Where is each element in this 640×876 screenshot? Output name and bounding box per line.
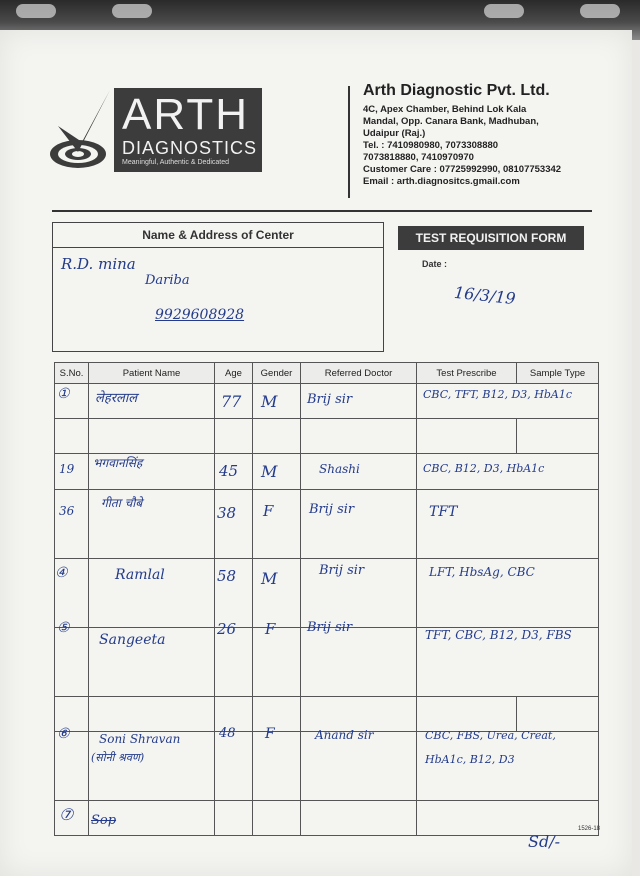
form-code: 1526-18 (578, 826, 601, 832)
signature: Sd/- (528, 832, 560, 851)
address-line: 4C, Apex Chamber, Behind Lok Kala (363, 104, 527, 115)
row-doctor: Brij sir (307, 619, 353, 635)
row-tests: TFT (429, 503, 458, 520)
row-patient-name: Sop (91, 812, 117, 828)
row-gender: F (265, 619, 276, 638)
company-logo (48, 86, 268, 176)
row-patient-name-alt: (सोनी श्रवण) (91, 750, 145, 764)
date-value: 16/3/19 (453, 282, 517, 309)
row-age: 38 (217, 503, 237, 522)
row-patient-name: गीता चौबे (101, 495, 143, 510)
email-line: Email : arth.diagnositcs.gmail.com (363, 176, 520, 187)
header-rule (52, 210, 592, 212)
punch-hole (16, 4, 56, 18)
header-patient-name: Patient Name (89, 363, 215, 384)
company-name: Arth Diagnostic Pvt. Ltd. (363, 82, 550, 99)
row-patient-name: Soni Shravan (99, 731, 181, 746)
address-line: Mandal, Opp. Canara Bank, Madhuban, (363, 116, 539, 127)
patient-table (54, 362, 599, 836)
row-patient-name: Ramlal (115, 566, 165, 583)
row-doctor: Shashi (319, 462, 360, 477)
row-gender: M (261, 392, 278, 411)
row-sno: 19 (59, 462, 75, 477)
logo-wordmark (114, 88, 262, 172)
center-phone: 9929608928 (155, 307, 245, 323)
table-row (55, 419, 599, 454)
center-place: Dariba (145, 273, 190, 288)
punch-hole (580, 4, 620, 18)
row-gender: F (265, 725, 275, 742)
row-sno: ④ (55, 564, 68, 581)
punch-hole (112, 4, 152, 18)
row-sno: ⑥ (57, 725, 70, 742)
row-age: 58 (217, 566, 237, 585)
row-age: 45 (219, 462, 239, 481)
header-referred-doctor: Referred Doctor (301, 363, 417, 384)
address-line: Udaipur (Raj.) (363, 128, 426, 139)
row-sno: ⑤ (57, 619, 70, 636)
logo-tagline: Meaningful, Authentic & Dedicated (122, 159, 230, 166)
row-patient-name: Sangeeta (99, 631, 166, 648)
header-test-prescribe: Test Prescribe (417, 363, 517, 384)
row-gender: M (261, 462, 278, 482)
center-heading: Name & Address of Center (53, 223, 383, 248)
target-check-icon (48, 86, 114, 176)
row-sno: ⑦ (59, 804, 74, 824)
punch-hole (484, 4, 524, 18)
row-sno: 36 (59, 503, 75, 518)
row-patient-name: लेहरलाल (95, 391, 138, 406)
center-address-box (52, 222, 384, 352)
table-row (55, 454, 599, 489)
header-sno: S.No. (55, 363, 89, 384)
header-sample-type: Sample Type (517, 363, 599, 384)
header-divider (348, 86, 350, 198)
row-age: 26 (217, 619, 237, 638)
row-gender: M (261, 568, 278, 588)
form-title: TEST REQUISITION FORM (398, 226, 584, 250)
row-doctor: Brij sir (319, 562, 365, 578)
row-tests: LFT, HbsAg, CBC (429, 564, 535, 579)
table-header-row (55, 363, 599, 384)
row-gender: F (263, 501, 274, 520)
company-info (363, 82, 623, 188)
phone-line: 7073818880, 7410970970 (363, 152, 474, 163)
logo-sub: DIAGNOSTICS (122, 138, 258, 158)
header-age: Age (215, 363, 253, 384)
table-row (55, 384, 599, 419)
phone-line: Tel. : 7410980980, 7073308880 (363, 140, 499, 151)
row-doctor: Anand sir (315, 727, 374, 742)
row-age: 77 (221, 392, 242, 411)
row-age: 48 (219, 725, 236, 741)
row-tests: CBC, B12, D3, HbA1c (423, 462, 545, 476)
logo-brand: ARTH (122, 90, 249, 139)
header-gender: Gender (253, 363, 301, 384)
row-tests: TFT, CBC, B12, D3, FBS (425, 627, 572, 642)
row-tests: CBC, TFT, B12, D3, HbA1c (423, 388, 573, 401)
date-label: Date : (422, 259, 448, 269)
row-patient-name: भगवानसिंह (93, 456, 143, 471)
row-sno: ① (57, 386, 70, 402)
row-tests: CBC, FBS, Urea, Creat, HbA1c, B12, D3 (425, 728, 556, 766)
center-name: R.D. mina (61, 255, 136, 273)
row-doctor: Brij sir (307, 392, 353, 407)
row-doctor: Brij sir (309, 501, 355, 517)
customer-care-line: Customer Care : 07725992990, 08107753342 (363, 164, 562, 175)
